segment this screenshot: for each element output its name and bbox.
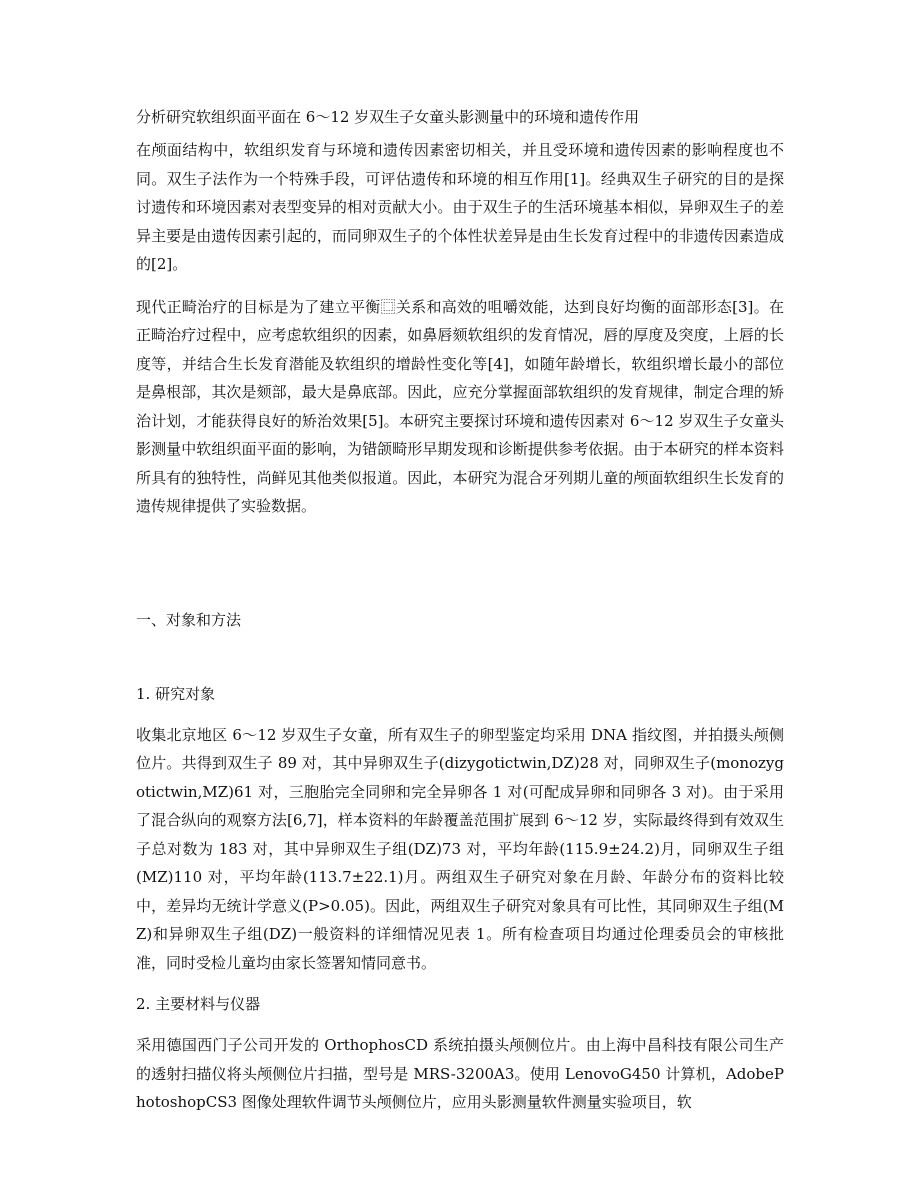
- document-title: 分析研究软组织面平面在 6～12 岁双生子女童头影测量中的环境和遗传作用: [136, 108, 640, 126]
- subsection-heading-research-subjects: 1. 研究对象: [136, 684, 216, 703]
- subsection-heading-materials-instruments: 2. 主要材料与仪器: [136, 995, 261, 1013]
- section-heading-objects-methods: 一、对象和方法: [136, 610, 242, 629]
- spacer: [136, 535, 784, 605]
- document-page: [136, 100, 784, 1131]
- materials-instruments-paragraph: 采用德国西门子公司开发的 OrthophosCD 系统拍摄头颅侧位片。由上海中昌科技有限公司生产的透射扫描仪将头颅侧位片扫描，型号是 MRS-3200A3。使用 LenovoG450 计算机，AdobePhotoshopCS3 图像处理软件调节头颅侧位片，应用头影测量软件测量实验项目，软: [136, 1036, 784, 1111]
- spacer: [136, 635, 784, 679]
- intro-paragraph-2: 现代正畸治疗的目标是为了建立平衡⿴关系和高效的咀嚼效能，达到良好均衡的面部形态[3]。在正畸治疗过程中，应考虑软组织的因素，如鼻唇颏软组织的发育情况，唇的厚度及突度，上唇的长度等，并结合生长发育潜能及软组织的增龄性变化等[4]，如随年龄增长，软组织增长最小的部位是鼻根部，其次是颏部，最大是鼻底部。因此，应充分掌握面部软组织的发育规律，制定合理的矫治计划，才能获得良好的矫治效果[5]。本研究主要探讨环境和遗传因素对 6～12 岁双生子女童头影测量中软组织面平面的影响，为错颌畸形早期发现和诊断提供参考依据。由于本研究的样本资料所具有的独特性，尚鲜见其他类似报道。因此，本研究为混合牙列期儿童的颅面软组织生长发育的遗传规律提供了实验数据。: [136, 297, 784, 515]
- intro-paragraph-1: 在颅面结构中，软组织发育与环境和遗传因素密切相关，并且受环境和遗传因素的影响程度也不同。双生子法作为一个特殊手段，可评估遗传和环境的相互作用[1]。经典双生子研究的目的是探讨遗传和环境因素对表型变异的相对贡献大小。由于双生子的生活环境基本相似，异卵双生子的差异主要是由遗传因素引起的，而同卵双生子的个体性状差异是由生长发育过程中的非遗传因素造成的[2]。: [136, 141, 784, 273]
- research-subjects-paragraph: 收集北京地区 6～12 岁双生子女童，所有双生子的卵型鉴定均采用 DNA 指纹图，并拍摄头颅侧位片。共得到双生子 89 对，其中异卵双生子(dizygotictwin,DZ)28 对，同卵双生子(monozygotictwin,MZ)61 对，三胞胎完全同卵和完全异卵各 1 对(可配成异卵和同卵各 3 对)。由于采用了混合纵向的观察方法[6,7]，样本资料的年龄覆盖范围扩展到 6～12 岁，实际最终得到有效双生子总对数为 183 对，其中异卵双生子组(DZ)73 对，平均年龄(115.9±24.2)月，同卵双生子组(MZ)110 对，平均年龄(113.7±22.1)月。两组双生子研究对象在月龄、年龄分布的资料比较中，差异均无统计学意义(P>0.05)。因此，两组双生子研究对象具有可比性，其同卵双生子组(MZ)和异卵双生子组(DZ)一般资料的详细情况见表 1。所有检查项目均通过伦理委员会的审核批准，同时受检儿童均由家长签署知情同意书。: [136, 725, 784, 972]
